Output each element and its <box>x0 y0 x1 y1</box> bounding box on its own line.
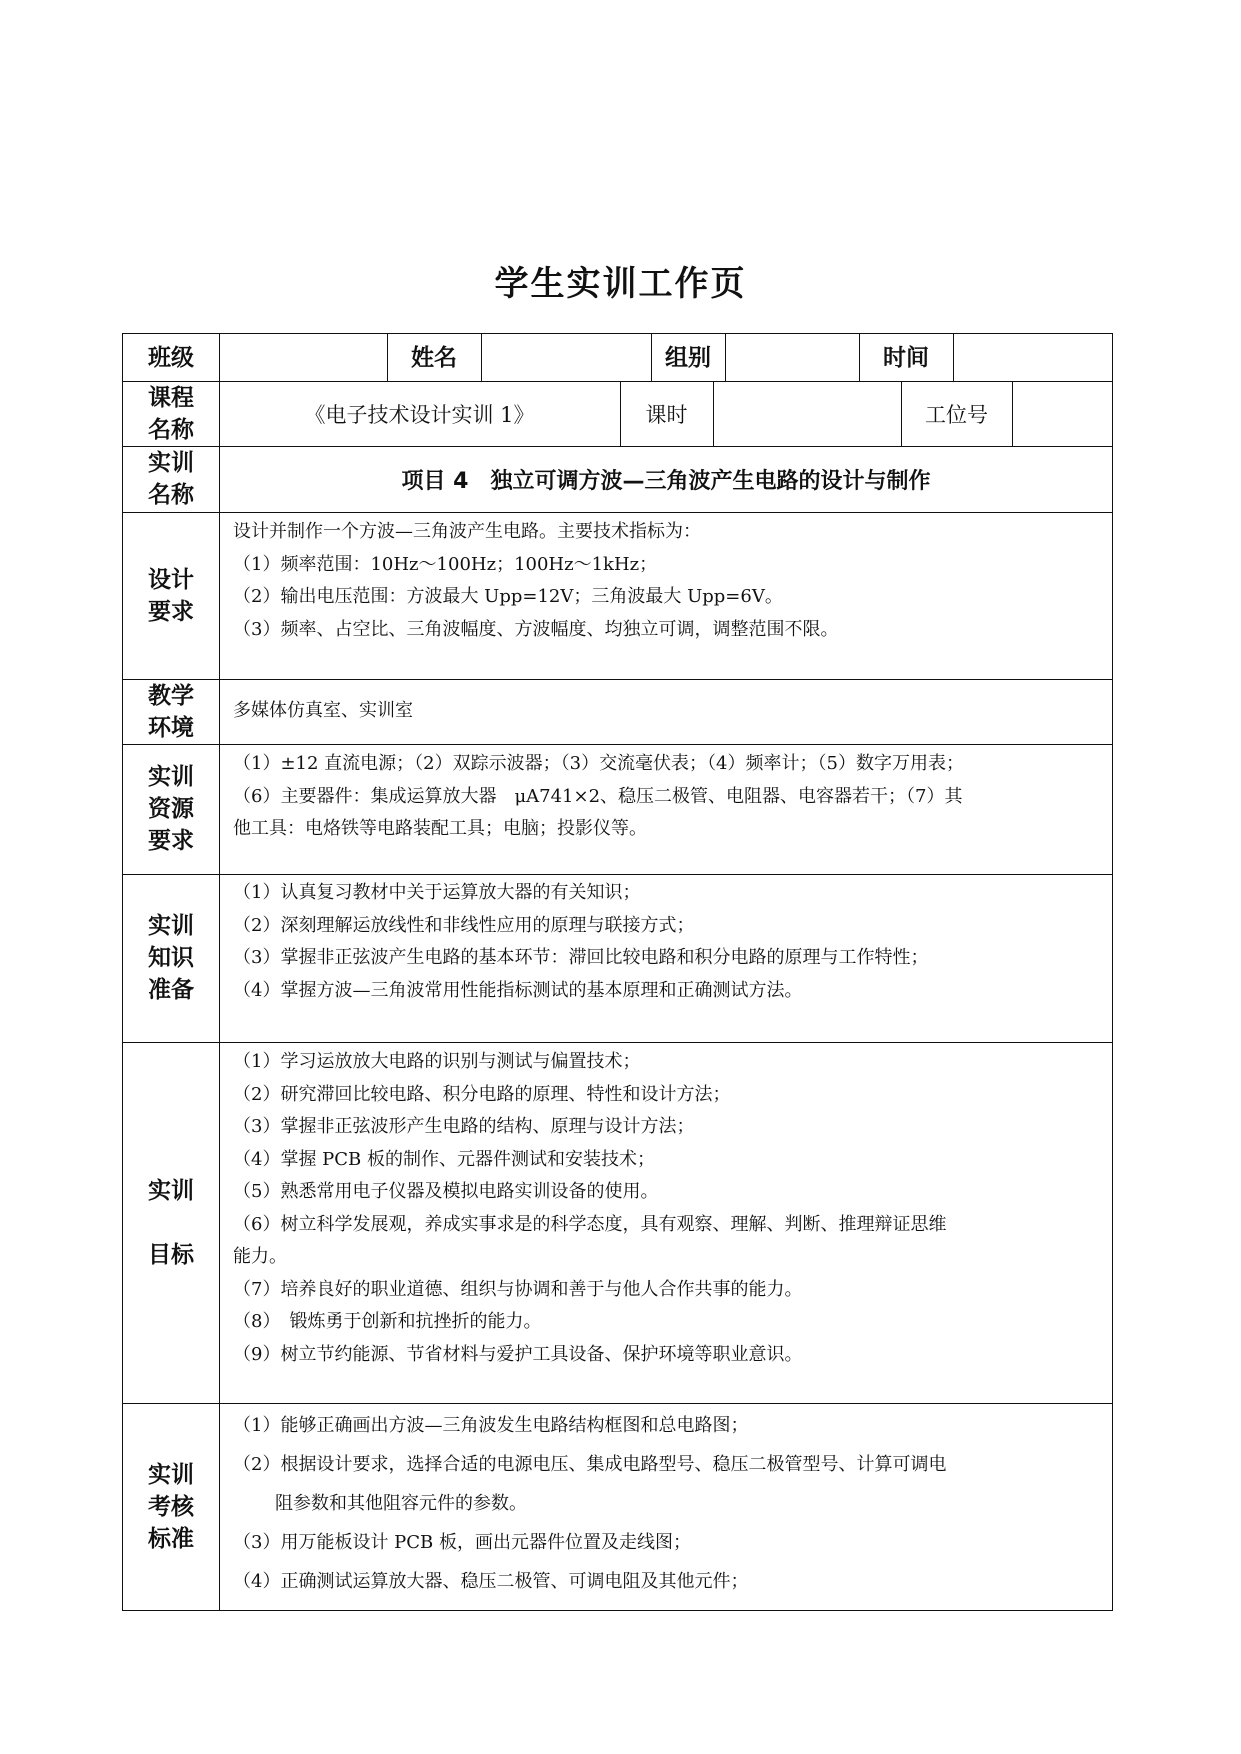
course-name-value: 《电子技术设计实训 1》 <box>304 402 535 427</box>
hours-label: 课时 <box>645 402 688 427</box>
row-divider <box>123 512 1112 513</box>
hours-value-cell[interactable] <box>713 381 901 446</box>
project-name-label: 实训 名称 <box>148 450 194 508</box>
row-divider <box>123 1042 1112 1043</box>
design-requirements-text: 设计并制作一个方波—三角波产生电路。主要技术指标为： （1）频率范围：10Hz～100Hz；100Hz～1kHz； （2）输出电压范围：方波最大 Upp=12V；三角波最大 Upp=6V。 （3）频率、占空比、三角波幅度、方波幅度、均独立可调，调整范围不限。 <box>233 521 839 640</box>
time-label: 时间 <box>883 344 929 371</box>
resources-label: 实训 资源 要求 <box>148 764 194 854</box>
teaching-env-label: 教学 环境 <box>148 682 194 741</box>
design-requirements-label: 设计 要求 <box>148 566 194 625</box>
assessment-text: （1）能够正确画出方波—三角波发生电路结构框图和总电路图； （2）根据设计要求，选择合适的电源电压、集成电路型号、稳压二极管型号、计算可调电 阻参数和其他阻容元件的参数。 （3）用万能板设计 PCB 板，画出元器件位置及走线图； （4）正确测试运算放大器、稳压二极管、可调电阻及其他元件； <box>233 1415 947 1592</box>
goals-text: （1）学习运放放大电路的识别与测试与偏置技术； （2）研究滞回比较电路、积分电路的原理、特性和设计方法； （3）掌握非正弦波形产生电路的结构、原理与设计方法； （4）掌握 PCB 板的制作、元器件测试和安装技术； （5）熟悉常用电子仪器及模拟电路实训设备的使用。 （6）树立科学发展观，养成实事求是的科学态度，具有观察、理解、判断、推理辩证思维 能力。 （7）培养良好的职业道德、组织与协调和善于与他人合作共事的能力。 （8） 锻炼勇于创新和抗挫折的能力。 （9）树立节约能源、节省材料与爱护工具设备、保护环境等职业意识。 <box>233 1051 947 1365</box>
knowledge-text: （1）认真复习教材中关于运算放大器的有关知识； （2）深刻理解运放线性和非线性应用的原理与联接方式； （3）掌握非正弦波产生电路的基本环节：滞回比较电路和积分电路的原理与工作特性； （4）掌握方波—三角波常用性能指标测试的基本原理和正确测试方法。 <box>233 882 929 1001</box>
group-label: 组别 <box>665 344 711 371</box>
teaching-env-text: 多媒体仿真室、实训室 <box>233 700 413 722</box>
name-label: 姓名 <box>411 344 457 371</box>
row-divider <box>123 1403 1112 1404</box>
row-divider <box>123 744 1112 745</box>
row-divider <box>123 874 1112 875</box>
project-name-value: 项目 4 独立可调方波—三角波产生电路的设计与制作 <box>401 468 931 494</box>
knowledge-label: 实训 知识 准备 <box>148 913 194 1003</box>
course-name-label: 课程 名称 <box>148 384 194 443</box>
page-title: 学生实训工作页 <box>494 264 747 304</box>
resources-text: （1）±12 直流电源；（2）双踪示波器；（3）交流毫伏表；（4）频率计；（5）数字万用表； （6）主要器件：集成运算放大器 μA741×2、稳压二极管、电阻器、电容器若干；（7）其 他工具：电烙铁等电路装配工具；电脑；投影仪等。 <box>233 753 964 839</box>
group-value-cell[interactable] <box>725 334 859 381</box>
name-value-cell[interactable] <box>481 334 651 381</box>
class-value-cell[interactable] <box>219 334 387 381</box>
time-value-cell[interactable] <box>953 334 1113 381</box>
assessment-label: 实训 考核 标准 <box>148 1462 194 1552</box>
goals-label: 实训 目标 <box>148 1177 194 1268</box>
station-value-cell[interactable] <box>1012 381 1113 446</box>
worksheet-table <box>122 333 1113 1611</box>
station-label: 工位号 <box>925 402 988 427</box>
class-label: 班级 <box>148 344 194 371</box>
